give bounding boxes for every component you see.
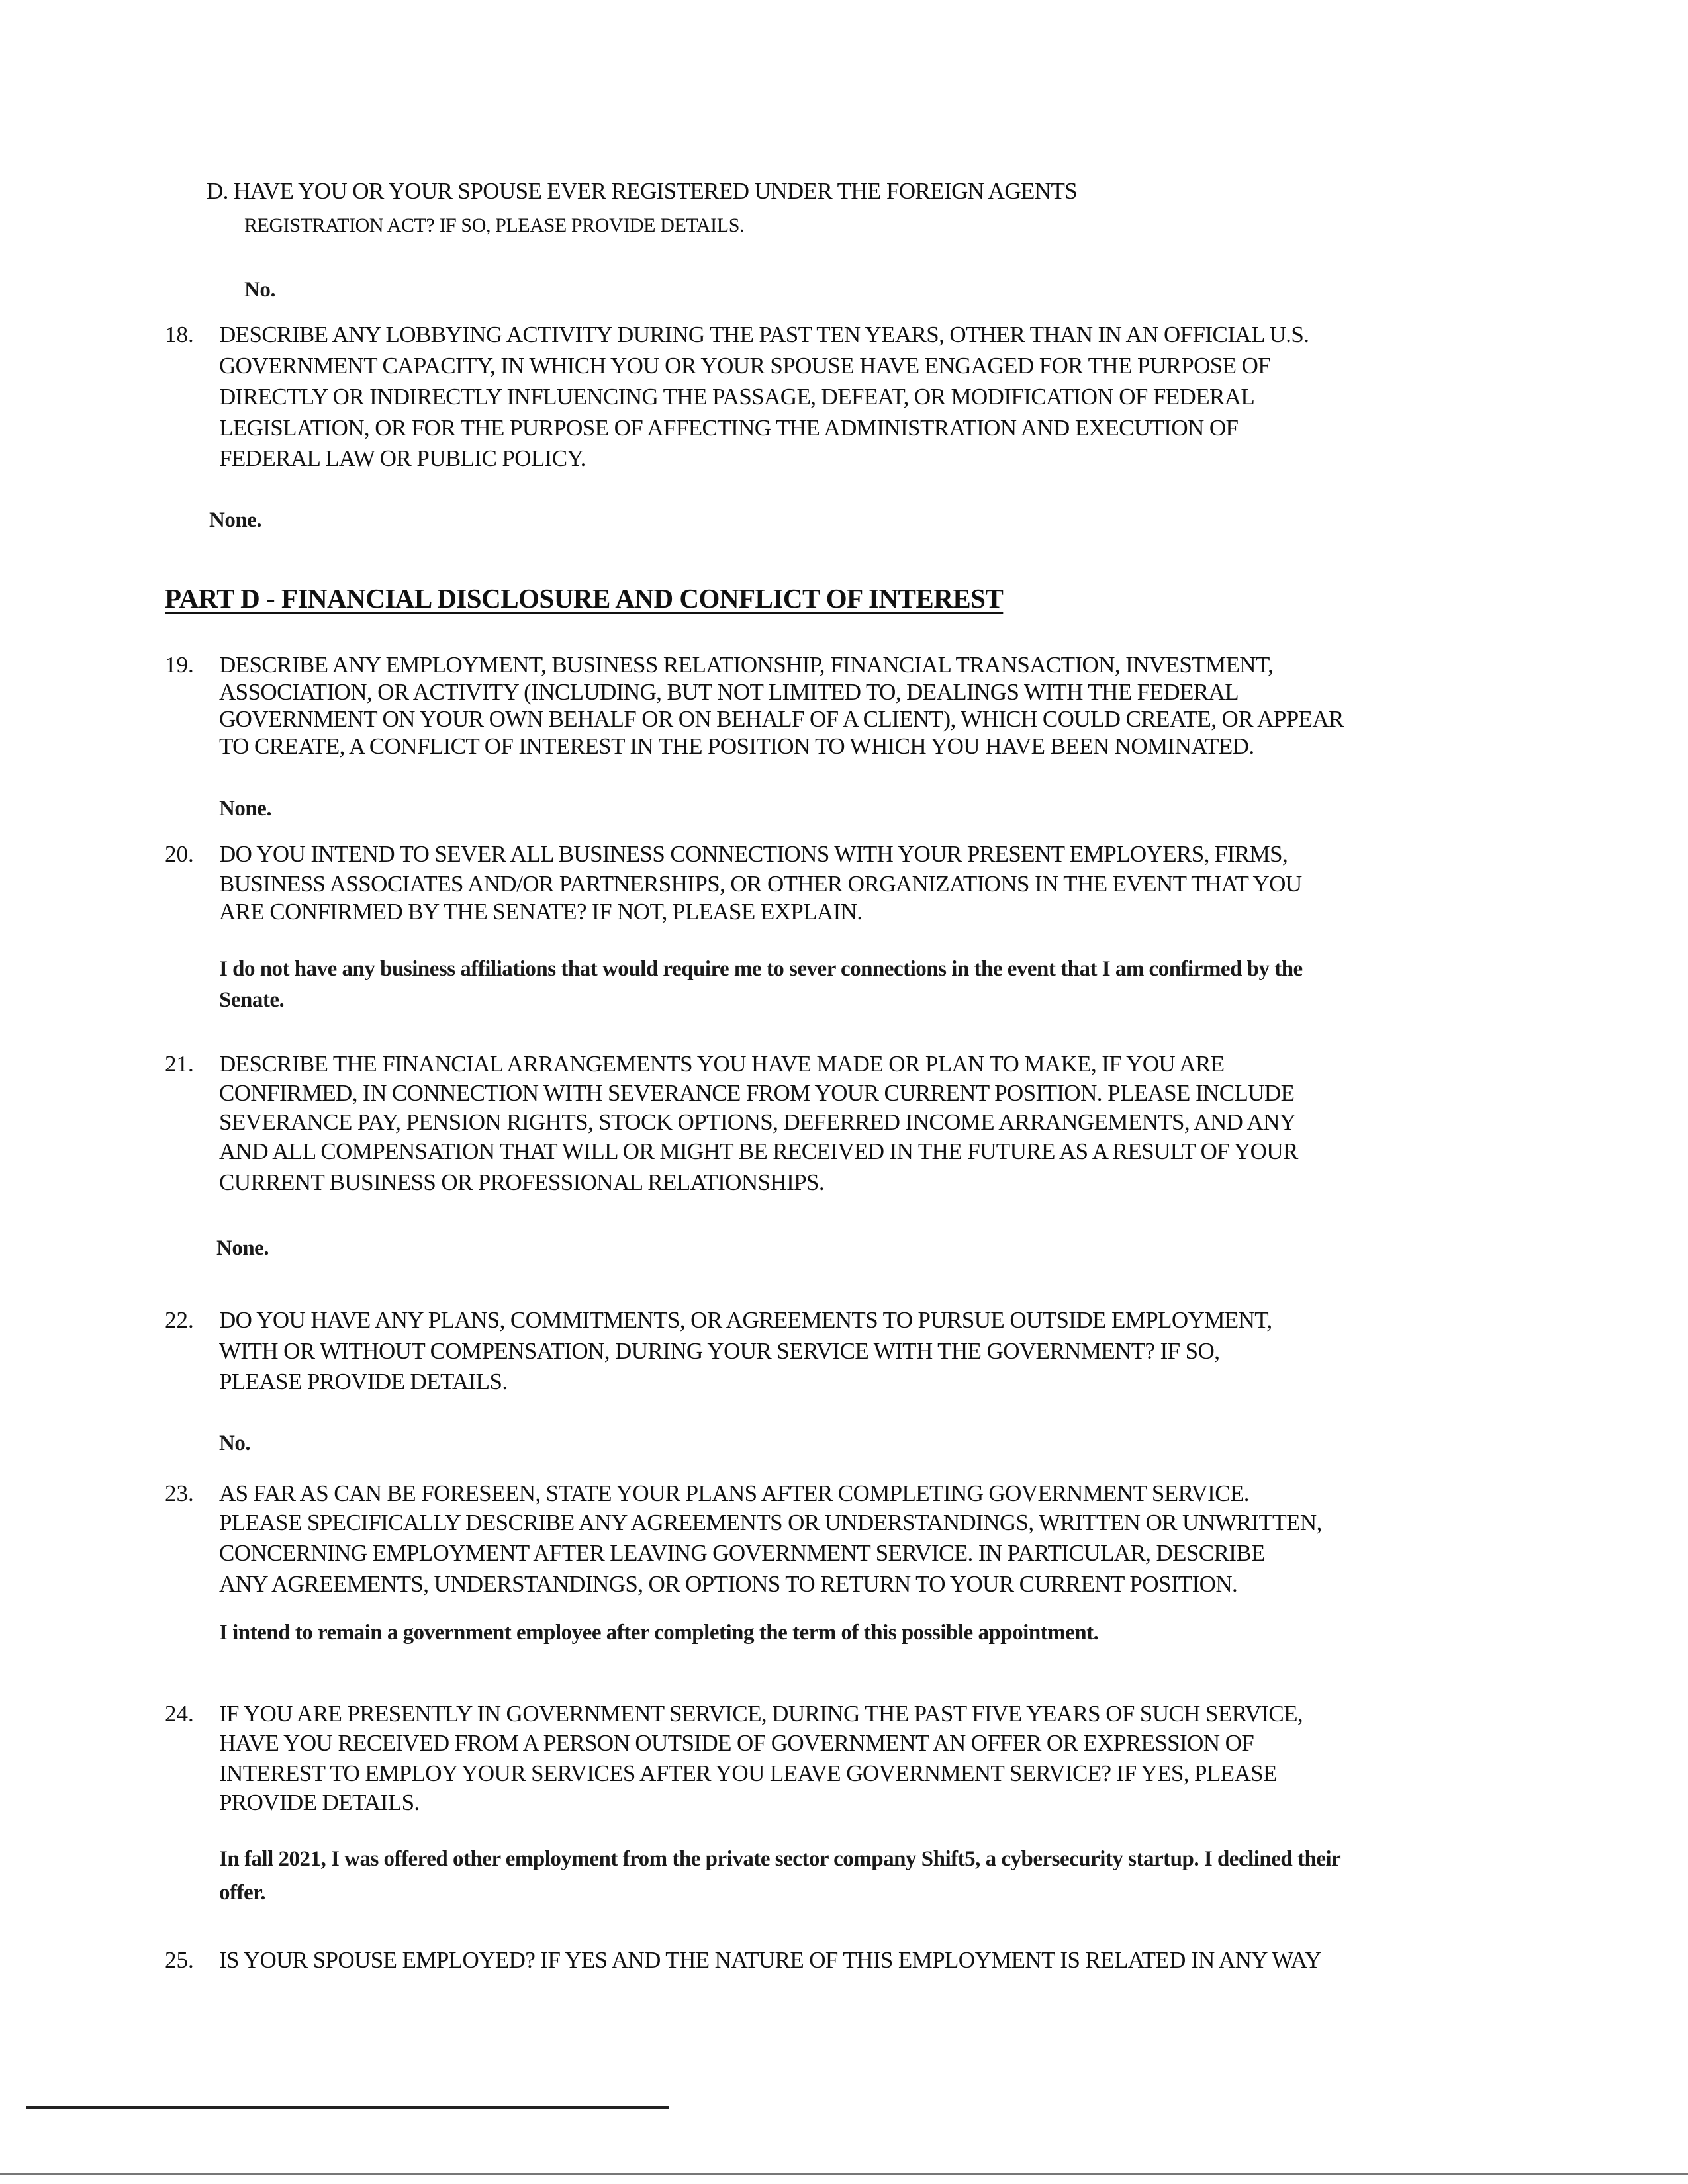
answer-19: None. <box>219 797 272 821</box>
question-25-line-1: IS YOUR SPOUSE EMPLOYED? IF YES AND THE NATURE OF THIS EMPLOYMENT IS RELATED IN ANY WAY <box>219 1947 1321 1973</box>
question-24-line-2: HAVE YOU RECEIVED FROM A PERSON OUTSIDE OF GOVERNMENT AN OFFER OR EXPRESSION OF <box>219 1730 1254 1756</box>
question-19-number: 19. <box>165 652 194 678</box>
question-21-line-5: CURRENT BUSINESS OR PROFESSIONAL RELATIONSHIPS. <box>219 1169 825 1195</box>
question-23-number: 23. <box>165 1480 194 1506</box>
question-18-line-2: GOVERNMENT CAPACITY, IN WHICH YOU OR YOUR SPOUSE HAVE ENGAGED FOR THE PURPOSE OF <box>219 353 1271 379</box>
question-18-line-4: LEGISLATION, OR FOR THE PURPOSE OF AFFECTING THE ADMINISTRATION AND EXECUTION OF <box>219 415 1239 441</box>
answer-23: I intend to remain a government employee after completing the term of this possible appointment. <box>219 1621 1099 1645</box>
question-19-line-2: ASSOCIATION, OR ACTIVITY (INCLUDING, BUT NOT LIMITED TO, DEALINGS WITH THE FEDERAL <box>219 679 1239 705</box>
question-17d-line-2: REGISTRATION ACT? IF SO, PLEASE PROVIDE DETAILS. <box>244 214 745 236</box>
answer-17d: No. <box>244 278 276 302</box>
question-22-line-1: DO YOU HAVE ANY PLANS, COMMITMENTS, OR AGREEMENTS TO PURSUE OUTSIDE EMPLOYMENT, <box>219 1307 1272 1333</box>
answer-24-line-1: In fall 2021, I was offered other employment from the private sector company Shift5, a cybersecurity startup. I declined their <box>219 1847 1341 1871</box>
question-20-line-1: DO YOU INTEND TO SEVER ALL BUSINESS CONNECTIONS WITH YOUR PRESENT EMPLOYERS, FIRMS, <box>219 841 1288 867</box>
question-21-number: 21. <box>165 1051 194 1077</box>
question-18-line-5: FEDERAL LAW OR PUBLIC POLICY. <box>219 445 586 471</box>
question-23-line-4: ANY AGREEMENTS, UNDERSTANDINGS, OR OPTIONS TO RETURN TO YOUR CURRENT POSITION. <box>219 1571 1238 1597</box>
question-18-line-3: DIRECTLY OR INDIRECTLY INFLUENCING THE PASSAGE, DEFEAT, OR MODIFICATION OF FEDERAL <box>219 384 1255 410</box>
question-24-line-1: IF YOU ARE PRESENTLY IN GOVERNMENT SERVICE, DURING THE PAST FIVE YEARS OF SUCH SERVICE, <box>219 1701 1303 1727</box>
question-20-line-3: ARE CONFIRMED BY THE SENATE? IF NOT, PLEASE EXPLAIN. <box>219 899 863 925</box>
question-23-line-2: PLEASE SPECIFICALLY DESCRIBE ANY AGREEMENTS OR UNDERSTANDINGS, WRITTEN OR UNWRITTEN, <box>219 1510 1322 1535</box>
question-19-line-1: DESCRIBE ANY EMPLOYMENT, BUSINESS RELATIONSHIP, FINANCIAL TRANSACTION, INVESTMENT, <box>219 652 1274 678</box>
answer-18: None. <box>209 508 262 532</box>
question-23-line-1: AS FAR AS CAN BE FORESEEN, STATE YOUR PLANS AFTER COMPLETING GOVERNMENT SERVICE. <box>219 1480 1249 1506</box>
question-21-line-1: DESCRIBE THE FINANCIAL ARRANGEMENTS YOU HAVE MADE OR PLAN TO MAKE, IF YOU ARE <box>219 1051 1225 1077</box>
question-21-line-4: AND ALL COMPENSATION THAT WILL OR MIGHT BE RECEIVED IN THE FUTURE AS A RESULT OF YOUR <box>219 1138 1298 1164</box>
question-24-line-4: PROVIDE DETAILS. <box>219 1790 420 1815</box>
question-20-number: 20. <box>165 841 194 867</box>
page-bottom-edge <box>0 2173 1688 2175</box>
answer-22: No. <box>219 1432 251 1455</box>
question-18-number: 18. <box>165 322 194 347</box>
question-22-line-3: PLEASE PROVIDE DETAILS. <box>219 1369 508 1394</box>
answer-24-line-2: offer. <box>219 1881 265 1905</box>
question-24-line-3: INTEREST TO EMPLOY YOUR SERVICES AFTER YOU LEAVE GOVERNMENT SERVICE? IF YES, PLEASE <box>219 1760 1277 1786</box>
footnote-divider <box>26 2106 669 2109</box>
question-25-number: 25. <box>165 1947 194 1973</box>
question-23-line-3: CONCERNING EMPLOYMENT AFTER LEAVING GOVERNMENT SERVICE. IN PARTICULAR, DESCRIBE <box>219 1540 1265 1566</box>
question-21-line-3: SEVERANCE PAY, PENSION RIGHTS, STOCK OPTIONS, DEFERRED INCOME ARRANGEMENTS, AND ANY <box>219 1109 1296 1135</box>
question-17d-line-1: D. HAVE YOU OR YOUR SPOUSE EVER REGISTERED UNDER THE FOREIGN AGENTS <box>207 178 1078 204</box>
question-22-number: 22. <box>165 1307 194 1333</box>
question-21-line-2: CONFIRMED, IN CONNECTION WITH SEVERANCE FROM YOUR CURRENT POSITION. PLEASE INCLUDE <box>219 1080 1295 1106</box>
question-20-line-2: BUSINESS ASSOCIATES AND/OR PARTNERSHIPS, OR OTHER ORGANIZATIONS IN THE EVENT THAT YOU <box>219 871 1302 897</box>
answer-20-line-2: Senate. <box>219 988 285 1012</box>
question-24-number: 24. <box>165 1701 194 1727</box>
question-18-line-1: DESCRIBE ANY LOBBYING ACTIVITY DURING THE PAST TEN YEARS, OTHER THAN IN AN OFFICIAL U.S. <box>219 322 1309 347</box>
section-heading-part-d: PART D - FINANCIAL DISCLOSURE AND CONFLICT OF INTEREST <box>165 583 1004 614</box>
question-22-line-2: WITH OR WITHOUT COMPENSATION, DURING YOUR SERVICE WITH THE GOVERNMENT? IF SO, <box>219 1338 1220 1364</box>
answer-20-line-1: I do not have any business affiliations that would require me to sever connections in the event that I am confirmed by the <box>219 957 1303 981</box>
answer-21: None. <box>216 1236 269 1260</box>
question-19-line-4: TO CREATE, A CONFLICT OF INTEREST IN THE POSITION TO WHICH YOU HAVE BEEN NOMINATED. <box>219 733 1254 759</box>
question-19-line-3: GOVERNMENT ON YOUR OWN BEHALF OR ON BEHALF OF A CLIENT), WHICH COULD CREATE, OR APPEAR <box>219 706 1344 732</box>
